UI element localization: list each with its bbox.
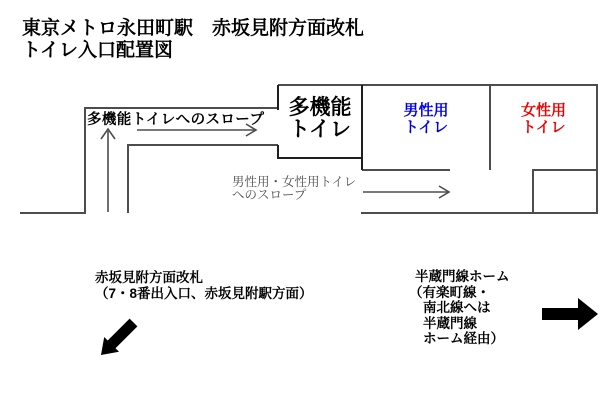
mens-room-label (362, 103, 490, 136)
mens-room-label-line1: 男性用 (403, 102, 449, 119)
multifunction-slope-label: 多機能トイレへのスロープ (87, 112, 265, 128)
gate-note-line2: （7・8番出入口、赤坂見附駅方面） (95, 285, 313, 301)
platform-note-line4: 半蔵門線 (423, 315, 477, 331)
womens-room-label-line2: トイレ (521, 118, 566, 136)
platform-note-line5: ホーム経由） (423, 331, 504, 346)
title-line2: トイレ入口配置図 (22, 40, 174, 61)
mens-womens-slope-label (232, 176, 356, 202)
gate-note-line1: 赤坂見附方面改札 (95, 270, 203, 285)
platform-note-line2: （有楽町線・ (409, 284, 490, 300)
entry-up-arrow-icon (101, 129, 115, 212)
platform-direction-arrow-icon (542, 298, 598, 330)
multifunction-room-label-line2: トイレ (289, 117, 351, 141)
platform-note-line3: 南北線へは (423, 300, 491, 315)
mens-room-label-line2: トイレ (403, 118, 449, 136)
gate-note (95, 270, 313, 301)
page-title (22, 18, 364, 62)
platform-note-line1: 半蔵門線ホーム (415, 269, 510, 284)
womens-room-label-line1: 女性用 (520, 102, 566, 119)
mens-womens-slope-label-line2: へのスロープ (232, 188, 307, 202)
multifunction-room-label-line1: 多機能 (288, 96, 352, 119)
gate-direction-arrow-icon (101, 319, 137, 355)
womens-room-label (490, 103, 597, 136)
mens-womens-slope-arrow-icon (363, 186, 449, 198)
platform-note (409, 269, 510, 347)
corner-room-wall (533, 170, 596, 213)
title-line1: 東京メトロ永田町駅 赤坂見附方面改札 (22, 18, 365, 39)
multifunction-room-label (278, 97, 362, 140)
mens-womens-slope-label-line1: 男性用・女性用トイレ (232, 175, 357, 189)
